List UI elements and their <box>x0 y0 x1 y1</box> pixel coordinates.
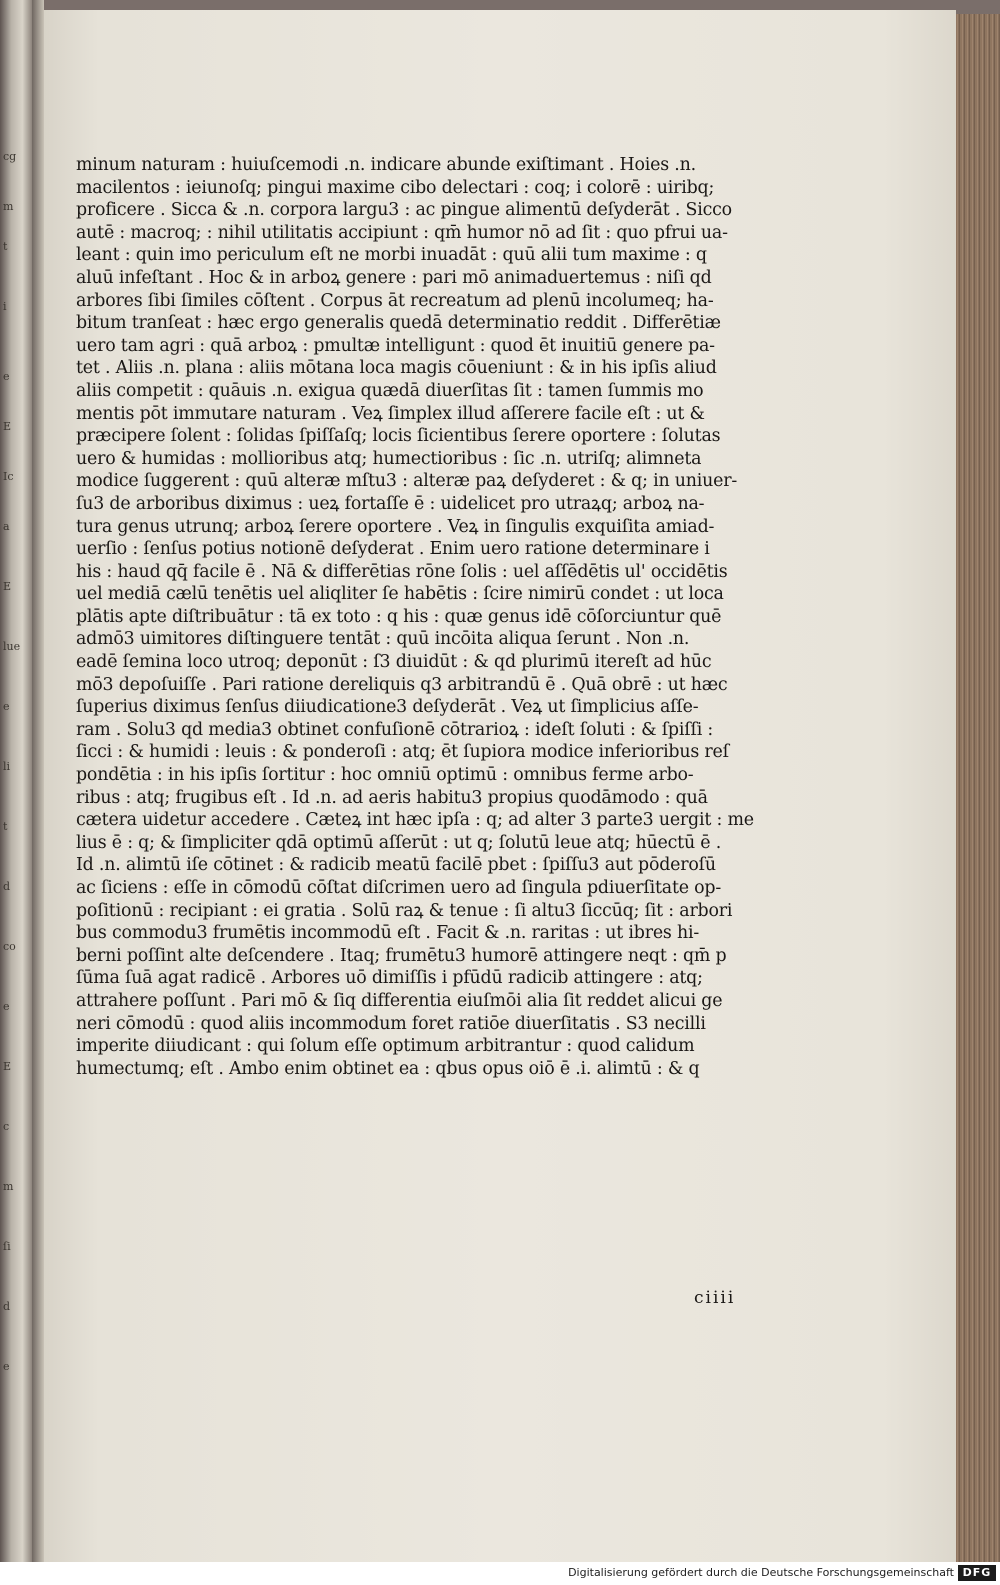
text-line: ſūma ſuā agat radicē . Arbores uō dimiſſis i pfūdū radicib attingere : atq; <box>76 968 703 989</box>
left-page-fragment: d <box>3 1300 11 1313</box>
left-page-fragment: t <box>3 240 8 253</box>
text-line: uero & humidas : mollioribus atq; humectioribus : ſic .n. utriſq; alimneta <box>76 448 702 469</box>
left-page-fragment: m <box>3 200 14 213</box>
text-line: uerſio : ſenſus potius notionē deſyderat . Enim uero ratione determinare i <box>76 539 710 560</box>
left-page-fragment: E <box>3 1060 12 1073</box>
text-line: bus commodu3 frumētis incommodū eſt . Facit & .n. raritas : ut ibres hi- <box>76 923 700 944</box>
text-line: imperite diiudicant : qui ſolum eſſe optimum arbitrantur : quod calidum <box>76 1036 695 1057</box>
left-page-fragment: ſi <box>3 1240 11 1253</box>
left-page-fragment: i <box>3 300 7 313</box>
page-text-block <box>76 154 776 1080</box>
text-line: ram . Solu3 qd media3 obtinet confuſionē cōtrarioꝝ : ideſt ſoluti : & ſpiſſi : <box>76 719 714 740</box>
left-page-fragment: c <box>3 1120 10 1133</box>
page-edges <box>956 14 1000 1562</box>
left-page-fragment: E <box>3 580 12 593</box>
text-line: præcipere ſolent : ſolidas ſpiſſaſq; locis ſicientibus ſerere oportere : ſolutas <box>76 426 721 447</box>
text-line: Id .n. alimtū iſe cōtinet : & radicib meatū facilē pbet : ſpiſſu3 aut pōderoſū <box>76 855 716 876</box>
text-line: eadē ſemina loco utroq; deponūt : ſ3 diuidūt : & qd plurimū itereſt ad hūc <box>76 652 712 673</box>
text-line: admō3 uimitores diſtinguere tentāt : quū incōita aliqua ſerunt . Non .n. <box>76 629 690 650</box>
text-line: pondētia : in his ipſis ſortitur : hoc omniū optimū : omnibus ferme arbo- <box>76 765 694 786</box>
text-line: plātis apte diſtribuātur : tā ex toto : q his : quæ genus idē cōſorciuntur quē <box>76 606 722 627</box>
text-line: mentis pōt immutare naturam . Veꝝ ſimplex illud aſſerere facile eſt : ut & <box>76 403 705 424</box>
text-line: berni poſſint alte deſcendere . Itaq; frumētu3 humorē attingere neqt : qm̄ p <box>76 945 727 966</box>
text-line: neri cōmodū : quod aliis incommodum foret ratiōe diuerſitatis . S3 necilli <box>76 1013 706 1034</box>
left-page-fragment: d <box>3 880 11 893</box>
text-line: proficere . Sicca & .n. corpora largu3 : ac pingue alimentū deſyderāt . Sicco <box>76 200 732 221</box>
text-line: his : haud qq̄ facile ē . Nā & differētias rōne ſolis : uel aſſēdētis ul' occidētis <box>76 561 728 582</box>
dfg-logo: DFG <box>958 1565 996 1581</box>
text-line: ſicci : & humidi : leuis : & ponderoſi : atq; ēt ſupiora modice inferioribus reſ <box>76 742 729 763</box>
text-line: mō3 depoſuiſſe . Pari ratione dereliquis q3 arbitrandū ē . Quā obrē : ut hæc <box>76 674 728 695</box>
folio-signature: ciiii <box>694 1288 736 1308</box>
text-line: minum naturam : huiuſcemodi .n. indicare abunde exiſtimant . Hoies .n. <box>76 155 696 175</box>
text-line: arbores ſibi ſimiles cōſtent . Corpus āt recreatum ad plenū incolumeq; ha- <box>76 290 714 311</box>
left-page-fragment: cg <box>3 150 17 163</box>
text-line: leant : quin imo periculum eſt ne morbi inuadāt : quū alii tum maxime : q <box>76 245 707 266</box>
left-page-fragment: E <box>3 420 12 433</box>
text-line: macilentos : ieiunoſq; pingui maxime cibo delectari : coq; i colorē : uiribq; <box>76 177 715 198</box>
left-page-fragment: e <box>3 700 10 713</box>
left-page-fragment: Ic <box>3 470 14 483</box>
footer-credit: Digitalisierung gefördert durch die Deutsche Forschungsgemeinschaft <box>568 1566 954 1579</box>
left-page-edge <box>0 0 32 1562</box>
text-line: modice ſuggerent : quū alteræ mſtu3 : alteræ paꝝ deſyderet : & q; in uniuer- <box>76 471 738 492</box>
text-line: bitum tranſeat : hæc ergo generalis quedā determinatio reddit . Differētiæ <box>76 313 721 334</box>
text-line: attrahere poſſunt . Pari mō & ſiq differentia eiuſmōi alia ſit reddet alicui ge <box>76 990 723 1011</box>
text-line: aluū infeſtant . Hoc & in arboꝝ genere : pari mō animaduertemus : niſi qd <box>76 267 712 288</box>
left-page-fragment: t <box>3 820 8 833</box>
left-page-fragment: a <box>3 520 10 533</box>
text-line: ſu3 de arboribus diximus : ueꝝ fortaſſe ē : uidelicet pro utraꝝq; arboꝝ na- <box>76 493 705 514</box>
left-page-fragment: e <box>3 370 10 383</box>
left-page-fragment: co <box>3 940 16 953</box>
text-line: tet . Aliis .n. plana : aliis mōtana loca magis cōueniunt : & in his ipſis aliud <box>76 358 717 379</box>
left-page-fragment: e <box>3 1000 10 1013</box>
text-line: lius ē : q; & ſimpliciter qdā optimū aſſerūt : ut q; ſolutū leue atq; hūectū ē . <box>76 832 722 853</box>
text-line: humectumq; eſt . Ambo enim obtinet ea : qbus opus oiō ē .i. alimtū : & q <box>76 1058 700 1079</box>
text-line: ac ſiciens : eſſe in cōmodū cōſtat diſcrimen uero ad ſingula pdiuerſitate op- <box>76 878 722 898</box>
book-gutter <box>32 0 44 1562</box>
text-line: autē : macroq; : nihil utilitatis accipiunt : qm̄ humor nō ad ſit : quo pfrui ua- <box>76 222 728 243</box>
text-line: cætera uidetur accedere . Cæteꝝ int hæc ipſa : q; ad alter 3 parte3 uergit : me <box>76 810 754 831</box>
text-line: aliis competit : quāuis .n. exigua quædā diuerſitas ſit : tamen ſummis mo <box>76 380 704 401</box>
text-line: uero tam agri : quā arboꝝ : pmultæ intelligunt : quod ēt inuitiū genere pa- <box>76 335 715 356</box>
text-line: ribus : atq; frugibus eſt . Id .n. ad aeris habitu3 propius quodāmodo : quā <box>76 787 708 808</box>
footer-bar <box>0 1562 1000 1585</box>
left-page-fragment: e <box>3 1360 10 1373</box>
left-page-fragment: li <box>3 760 11 773</box>
text-line: tura genus utrunq; arboꝝ ſerere oportere . Veꝝ in ſingulis exquiſita amiad- <box>76 516 715 537</box>
text-line: ſuperius diximus ſenſus diiudicatione3 deſyderāt . Veꝝ ut ſimplicius aſſe- <box>76 697 699 718</box>
left-page-fragment: m <box>3 1180 14 1193</box>
left-page-fragment: lue <box>3 640 21 653</box>
text-line: uel mediā cælū tenētis uel aliqliter ſe habētis : ſcire nimirū condet : ut loca <box>76 584 724 605</box>
text-line: poſitionū : recipiant : ei gratia . Solū raꝝ & tenue : ſi altu3 ſiccūq; ſit : arbori <box>76 900 733 921</box>
